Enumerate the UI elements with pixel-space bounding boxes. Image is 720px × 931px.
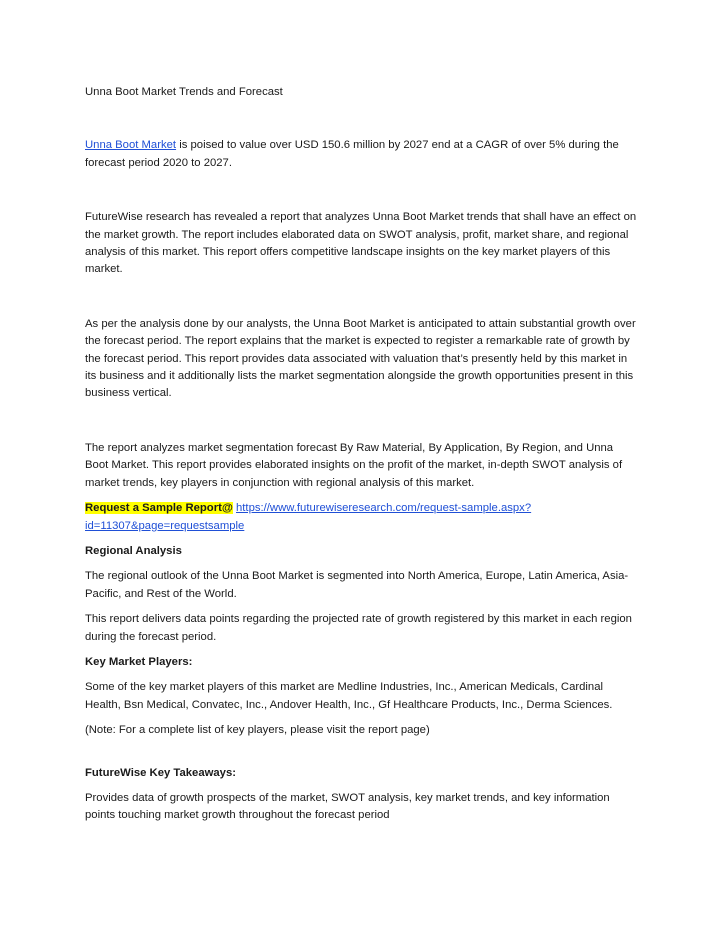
segmentation-paragraph: The report analyzes market segmentation forecast By Raw Material, By Application, By Region, and Unna Boot Market. This report provides elaborated insights on the profit of the market, in-depth SWOT analysis of market trends, key players in conjunction with regional analysis of this market. bbox=[85, 441, 623, 489]
regional-paragraph-2: This report delivers data points regarding the projected rate of growth registered by this market in each region during the forecast period. bbox=[85, 613, 632, 643]
analysis-paragraph: As per the analysis done by our analysts, the Unna Boot Market is anticipated to attain substantial growth over the forecast period. The report explains that the market is expected to register a remarkable rate of growth by the forecast period. This report provides data associated with valuation that’s presently held by this market in its business and it additionally lists the market segmentation alongside the growth opportunities present in this business vertical. bbox=[85, 317, 636, 400]
document-page bbox=[85, 84, 637, 825]
key-players-heading: Key Market Players: bbox=[85, 655, 193, 668]
intro-paragraph bbox=[85, 137, 637, 172]
sample-request-link[interactable]: https://www.futurewiseresearch.com/request-sample.aspx?id=11307&page=requestsample bbox=[85, 502, 532, 532]
takeaways-paragraph: Provides data of growth prospects of the market, SWOT analysis, key market trends, and key information points touching market growth throughout the forecast period bbox=[85, 791, 610, 822]
regional-paragraph-1: The regional outlook of the Unna Boot Market is segmented into North America, Europe, Latin America, Asia-Pacific, and Rest of the World. bbox=[85, 570, 629, 600]
research-paragraph: FutureWise research has revealed a report that analyzes Unna Boot Market trends that shall have an effect on the market growth. The report includes elaborated data on SWOT analysis, profit, market share, and regional analysis of this market. This report offers competitive landscape insights on the key market players of this market. bbox=[85, 211, 637, 276]
regional-analysis-heading: Regional Analysis bbox=[85, 544, 182, 557]
key-players-note: (Note: For a complete list of key players, please visit the report page) bbox=[85, 724, 430, 737]
document-title: Unna Boot Market Trends and Forecast bbox=[85, 86, 283, 98]
takeaways-heading: FutureWise Key Takeaways: bbox=[85, 766, 237, 779]
sample-request-label: Request a Sample Report@ bbox=[85, 502, 233, 515]
unna-boot-market-link[interactable]: Unna Boot Market bbox=[85, 139, 177, 152]
sample-request-paragraph bbox=[85, 500, 637, 535]
intro-text: is poised to value over USD 150.6 million by 2027 end at a CAGR of over 5% during the forecast period 2020 to 2027. bbox=[85, 139, 619, 169]
key-players-paragraph: Some of the key market players of this market are Medline Industries, Inc., American Medicals, Cardinal Health, Bsn Medical, Convatec, Inc., Andover Health, Inc., Gf Healthcare Products, Inc., Derma Sciences. bbox=[85, 681, 613, 711]
